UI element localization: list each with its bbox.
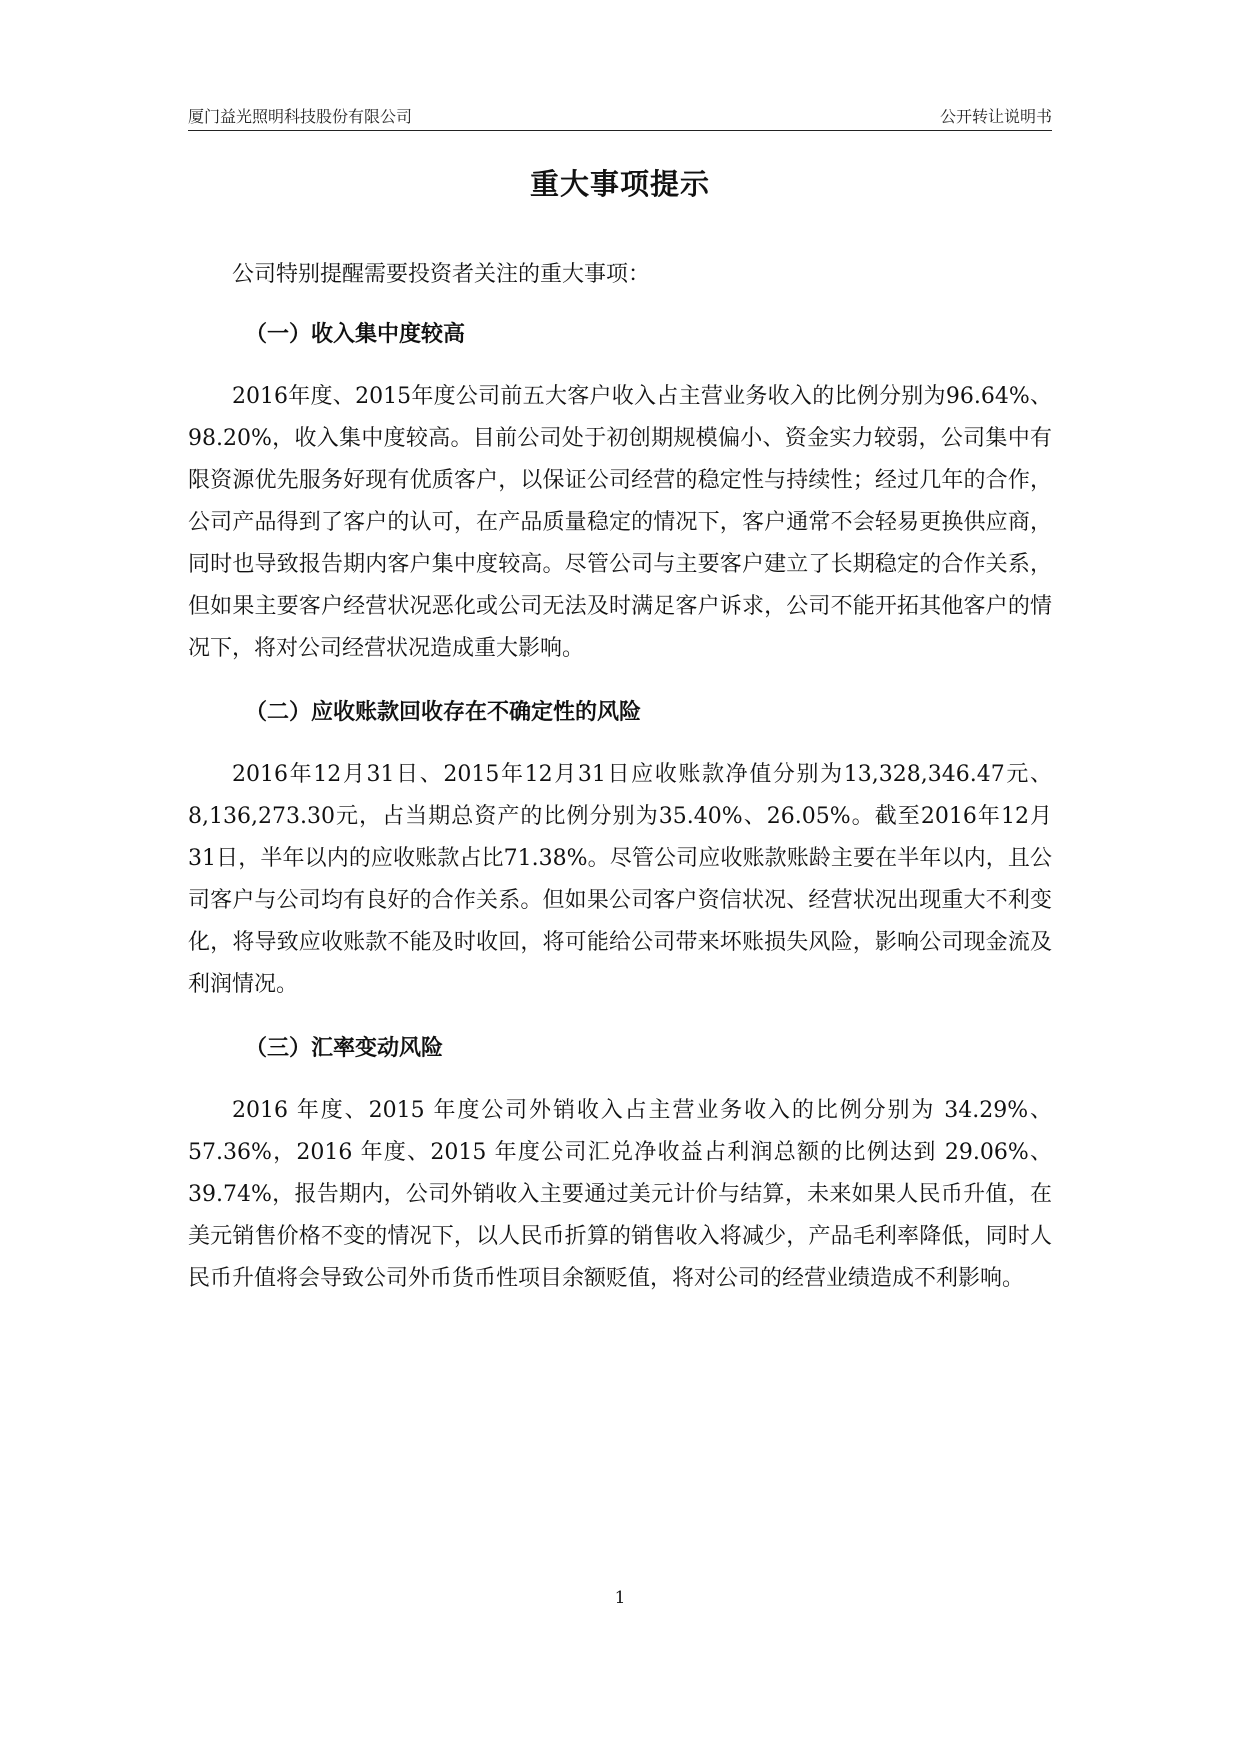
main-content: [188, 254, 1052, 1321]
section-heading: （二）应收账款回收存在不确定性的风险: [245, 699, 642, 725]
section-receivables-risk: [188, 691, 1052, 1006]
page-title: 重大事项提示: [529, 167, 710, 201]
section-body: 2016年度、2015年度公司前五大客户收入占主营业务收入的比例分别为96.64%、98.20%，收入集中度较高。目前公司处于初创期规模偏小、资金实力较弱，公司集中有限资源优先服务好现有优质客户，以保证公司经营的稳定性与持续性；经过几年的合作，公司产品得到了客户的认可，在产品质量稳定的情况下，客户通常不会轻易更换供应商，同时也导致报告期内客户集中度较高。尽管公司与主要客户建立了长期稳定的合作关系，但如果主要客户经营状况恶化或公司无法及时满足客户诉求，公司不能开拓其他客户的情况下，将对公司经营状况造成重大影响。: [188, 384, 1052, 661]
section-revenue-concentration: [188, 313, 1052, 670]
section-body: 2016 年度、2015 年度公司外销收入占主营业务收入的比例分别为 34.29%、57.36%，2016 年度、2015 年度公司汇兑净收益占利润总额的比例达到 29.06%、39.74%，报告期内，公司外销收入主要通过美元计价与结算，未来如果人民币升值，在美元销售价格不变的情况下，以人民币折算的销售收入将减少，产品毛利率降低，同时人民币升值将会导致公司外币货币性项目余额贬值，将对公司的经营业绩造成不利影响。: [188, 1098, 1052, 1291]
company-name: 厦门益光照明科技股份有限公司: [188, 107, 413, 126]
page-number: 1: [614, 1588, 626, 1608]
section-exchange-rate-risk: [188, 1027, 1052, 1300]
section-body: 2016年12月31日、2015年12月31日应收账款净值分别为13,328,346.47元、8,136,273.30元，占当期总资产的比例分别为35.40%、26.05%。截至2016年12月31日，半年以内的应收账款占比71.38%。尽管公司应收账款账龄主要在半年以内，且公司客户与公司均有良好的合作关系。但如果公司客户资信状况、经营状况出现重大不利变化，将导致应收账款不能及时收回，将可能给公司带来坏账损失风险，影响公司现金流及利润情况。: [188, 762, 1052, 997]
page-header: [188, 104, 1052, 131]
intro-paragraph: 公司特别提醒需要投资者关注的重大事项：: [232, 262, 651, 287]
document-type: 公开转让说明书: [939, 107, 1052, 126]
section-heading: （三）汇率变动风险: [245, 1035, 444, 1061]
section-heading: （一）收入集中度较高: [245, 321, 466, 347]
